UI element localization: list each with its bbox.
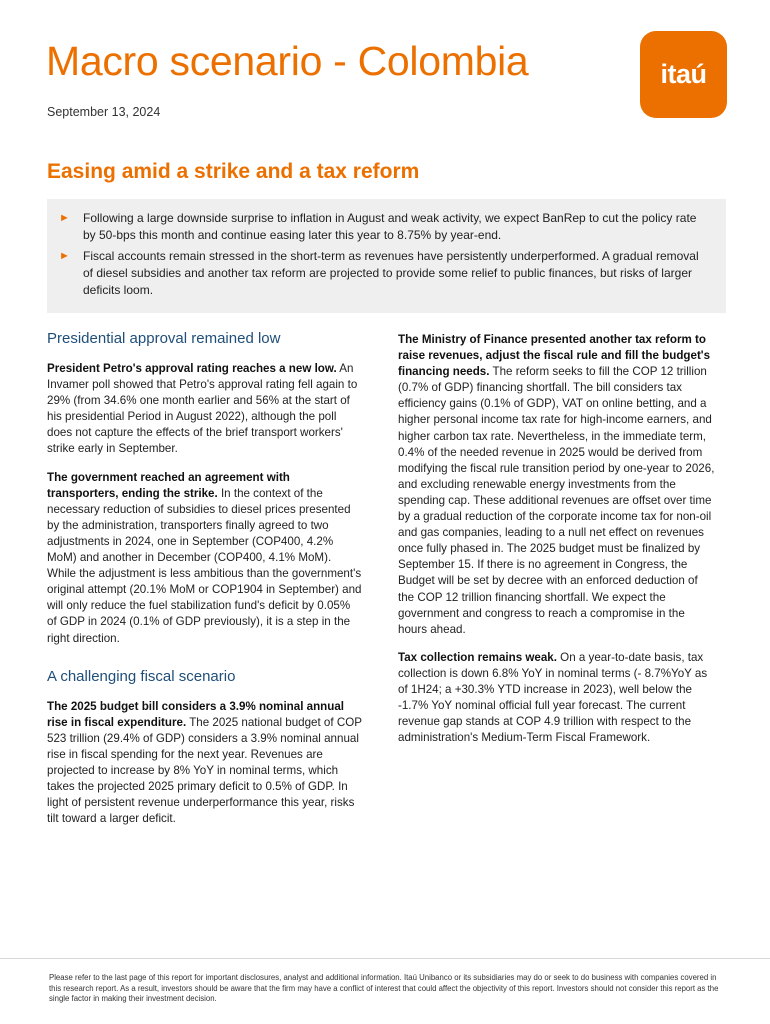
- report-title: Macro scenario - Colombia: [46, 38, 529, 84]
- highlight-text: Following a large downside surprise to inflation in August and weak activity, we expect BanRep to cut the policy rate by 50-bps this month and continue easing later this year to 8.75% by year-end.: [83, 211, 697, 242]
- right-column: [398, 332, 716, 758]
- section-heading-approval: Presidential approval remained low: [47, 330, 281, 347]
- left-column: [47, 329, 363, 839]
- itau-logo: [640, 31, 727, 118]
- paragraph-body: The reform seeks to fill the COP 12 trillion (0.7% of GDP) financing shortfall. The bill considers tax efficiency gains (0.1% of GDP), VAT on online betting, and a higher personal income tax rate for high-income earners, and higher carbon tax rate. Nevertheless, in the immediate term, 0.4% of the needed revenue in 2025 would be derived from modifying the fiscal rule transition period by one-year to 2026, and excluding renewable energy investments from the spending cap. These additional revenues are offset over time by a gradual reduction of the corporate income tax for non-oil and gas companies, leading to a null net effect on revenues once fully phased in. The 2025 budget must be finalized by September 15. If there is no agreement in Congress, the Budget will be set by decree with an enforced deduction of the COP 12 trillion financing shortfall. We expect the government and congress to reach a compromise in the hours ahead.: [398, 365, 715, 636]
- arrow-bullet-icon: ►: [59, 250, 70, 262]
- paragraph-lead: The Ministry of Finance presented another tax reform to raise revenues, adjust the fiscal rule and fill the budget's financing needs.: [398, 333, 711, 379]
- footer-divider: [0, 958, 770, 959]
- paragraph-strike: [47, 470, 363, 647]
- paragraph-lead: The government reached an agreement with transporters, ending the strike.: [47, 470, 290, 500]
- highlight-text: Fiscal accounts remain stressed in the short-term as revenues have persistently underperformed. A gradual removal of diesel subsidies and another tax reform are projected to provide some relief to public finances, but risks of larger deficits loom.: [83, 249, 699, 297]
- paragraph-tax-reform: [398, 332, 716, 638]
- logo-text: itaú: [660, 59, 707, 89]
- paragraph-body: The 2025 national budget of COP 523 trillion (29.4% of GDP) considers a 3.9% nominal annual rise in fiscal spending for the next year. Revenues are projected to increase by 8% YoY in nominal terms, which takes the projected 2025 primary deficit to 0.5% of GDP. In light of persistent revenue underperformance this year, risks tilt toward a larger deficit.: [47, 715, 362, 826]
- report-subtitle: Easing amid a strike and a tax reform: [47, 160, 420, 183]
- paragraph-approval: [47, 361, 363, 458]
- paragraph-lead: The 2025 budget bill considers a 3.9% nominal annual rise in fiscal expenditure.: [47, 699, 345, 729]
- arrow-bullet-icon: ►: [59, 212, 70, 224]
- section-heading-fiscal: A challenging fiscal scenario: [47, 667, 236, 685]
- paragraph-tax-collection: [398, 650, 716, 747]
- highlights-box: [47, 199, 726, 313]
- paragraph-body: On a year-to-date basis, tax collection is down 6.8% YoY in nominal terms (- 8.7%YoY as of 1H24; a +30.3% YTD increase in 2023), well below the -1.7% YoY nominal official full year forecast. The current revenue gap stands at COP 4.9 trillion with respect to the administration's Medium-Term Fiscal Framework.: [398, 650, 708, 745]
- report-date: September 13, 2024: [47, 105, 161, 119]
- paragraph-body: An Invamer poll showed that Petro's approval rating fell again to 29% (from 34.6% one month earlier and 56% at the start of his presidential Period in August 2022), although the poll does not capture the effects of the brief transport workers' strike early in September.: [47, 362, 358, 456]
- paragraph-lead: President Petro's approval rating reaches a new low.: [47, 362, 337, 375]
- highlight-item: [59, 210, 706, 244]
- paragraph-body: In the context of the necessary reduction of subsidies to diesel prices presented by the administration, transporters finally agreed to two adjustments in 2024, one in September (COP400, 4.2% MoM) and another in December (COP400, 4.1% MoM). While the adjustment is less ambitious than the government's original attempt (20.1% MoM or COP1904 in September) and will only reduce the fuel stabilization fund's deficit by 0.05% of GDP in 2024 (0.1% of GDP previously), it is a step in the right direction.: [47, 486, 362, 645]
- footer-disclaimer: Please refer to the last page of this report for important disclosures, analyst and additional information. Itaú Unibanco or its subsidiaries may do or seek to do business with companies covered in this research report. As a result, investors should be aware that the firm may have a conflict of interest that could affect the objectivity of this report. Investors should not consider this report as the single factor in making their investment decision.: [49, 973, 719, 1003]
- highlight-item: [59, 248, 706, 299]
- paragraph-lead: Tax collection remains weak.: [398, 650, 557, 664]
- paragraph-budget: [47, 699, 363, 828]
